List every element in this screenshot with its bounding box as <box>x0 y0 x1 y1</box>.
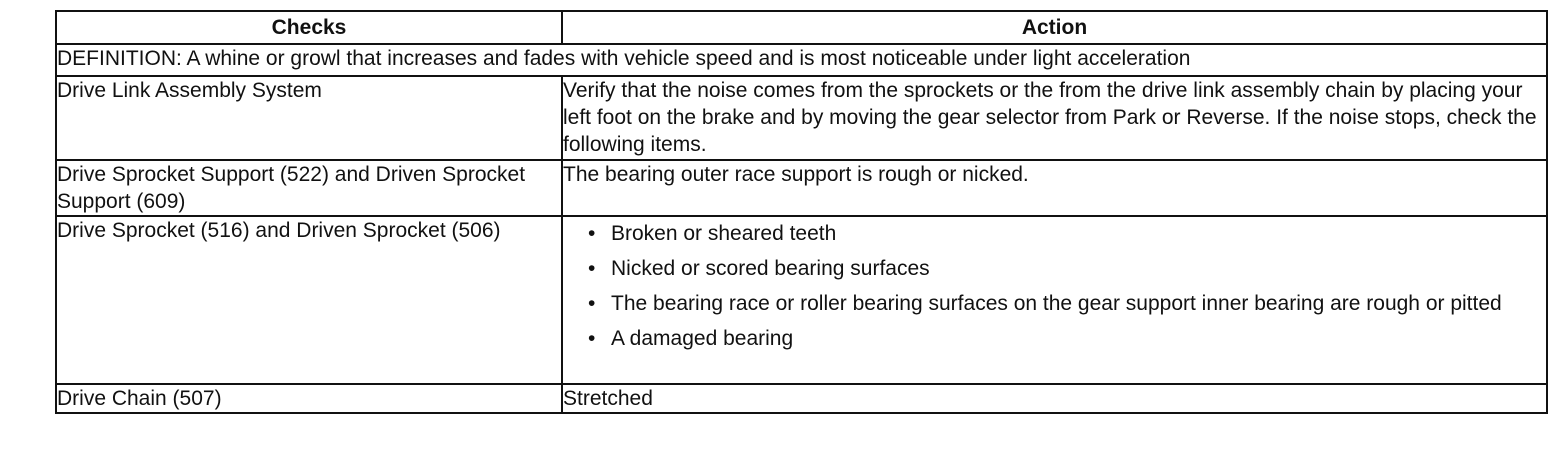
table-row <box>56 76 1547 160</box>
table-row <box>56 384 1547 413</box>
diagnostic-table <box>55 10 1548 414</box>
check-cell: Drive Link Assembly System <box>56 76 562 160</box>
definition-text: DEFINITION: A whine or growl that increases and fades with vehicle speed and is most noticeable under light acceleration <box>56 44 1547 76</box>
bullet-item: • The bearing race or roller bearing surfaces on the gear support inner bearing are rough or pitted <box>563 290 1546 317</box>
definition-row <box>56 44 1547 76</box>
checks-header: Checks <box>56 11 562 44</box>
action-header: Action <box>562 11 1547 44</box>
check-cell: Drive Sprocket Support (522) and Driven Sprocket Support (609) <box>56 160 562 216</box>
bullet-item: • Nicked or scored bearing surfaces <box>563 255 1546 282</box>
action-cell: The bearing outer race support is rough or nicked. <box>562 160 1547 216</box>
table-row <box>56 216 1547 384</box>
check-cell: Drive Chain (507) <box>56 384 562 413</box>
action-cell <box>562 216 1547 384</box>
bullet-item: • Broken or sheared teeth <box>563 220 1546 247</box>
action-cell: Stretched <box>562 384 1547 413</box>
check-cell: Drive Sprocket (516) and Driven Sprocket (506) <box>56 216 562 384</box>
table-row <box>56 160 1547 216</box>
action-cell: Verify that the noise comes from the sprockets or the from the drive link assembly chain by placing your left foot on the brake and by moving the gear selector from Park or Reverse. If the noise stops, check the following items. <box>562 76 1547 160</box>
header-row <box>56 11 1547 44</box>
action-bullet-list <box>563 217 1546 352</box>
bullet-item: • A damaged bearing <box>563 325 1546 352</box>
